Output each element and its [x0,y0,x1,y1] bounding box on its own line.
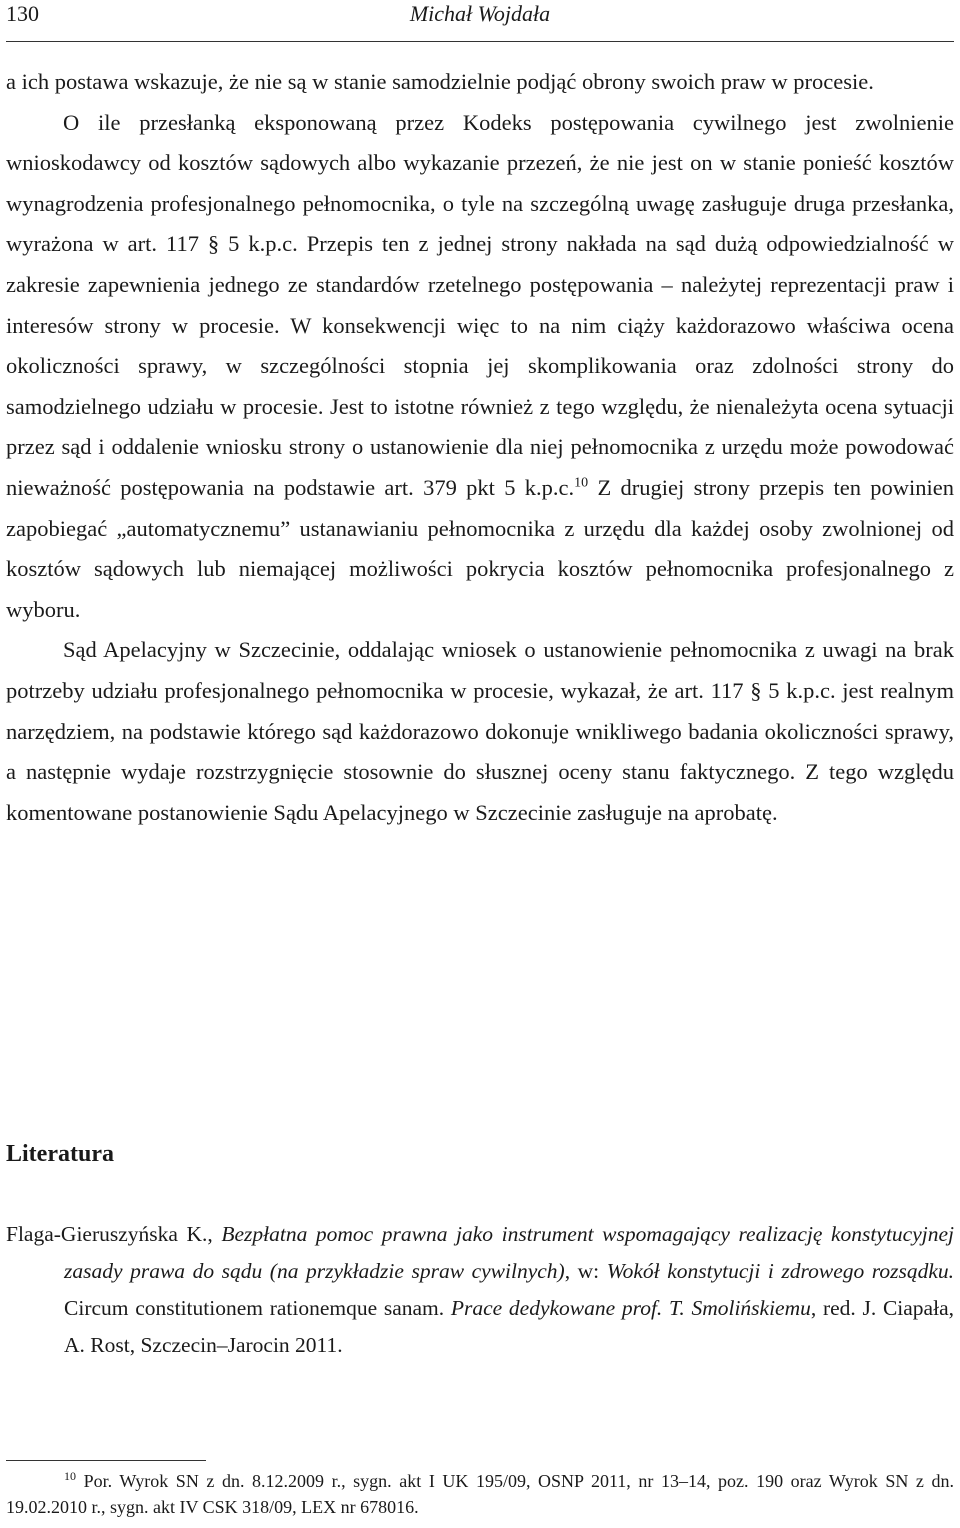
reference-item: Flaga-Gieruszyńska K., Bezpłatna pomoc prawna jako instrument wspomagający realizację konstytucyjnej zasady prawa do sądu (na przykładzie spraw cywilnych), w: Wokół konstytucji i zdrowego rozsądku. Circum constitutionem rationemque sanam. Prace dedykowane prof. T. Smolińskiemu, red. J. Ciapała, A. Rost, Szczecin–Jarocin 2011. [6,1222,954,1357]
ref-book-title: Wokół konstytucji i zdrowego rozsądku. [606,1259,954,1283]
ref-publication: , red. J. Ciapała, A. Rost, Szczecin–Jarocin 2011. [64,1296,954,1357]
footnote-ref-10[interactable]: 10 [574,475,589,491]
body-text [6,62,954,833]
page-number: 130 [6,1,39,26]
paragraph-3: Sąd Apelacyjny w Szczecinie, oddalając wniosek o ustanowienie pełnomocnika z uwagi na brak potrzeby udziału profesjonalnego pełnomocnika w procesie, wykazał, że art. 117 § 5 k.p.c. jest realnym narzędziem, na podstawie którego sąd każdorazowo dokonuje wnikliwego badania okoliczności sprawy, a następnie wydaje rozstrzygnięcie stosownie do słusznej oceny stanu faktycznego. Z tego względu komentowane postanowienie Sądu Apelacyjnego w Szczecinie zasługuje na aprobatę. [6,637,954,825]
footnote-text: Por. Wyrok SN z dn. 8.12.2009 r., sygn. akt I UK 195/09, OSNP 2011, nr 13–14, poz. 190 oraz Wyrok SN z dn. 19.02.2010 r., sygn. akt IV CSK 318/09, LEX nr 678016. [6,1471,954,1517]
reference-list [6,1216,954,1364]
header-rule [6,41,954,42]
ref-author: Flaga-Gieruszyńska K. [6,1222,208,1246]
footnote-number: 10 [64,1469,76,1483]
paragraph-1: a ich postawa wskazuje, że nie są w stanie samodzielnie podjąć obrony swoich praw w procesie. [6,69,874,94]
footnote-10 [6,1468,954,1520]
ref-title: Bezpłatna pomoc prawna jako instrument wspomagający realizację konstytucyjnej zasady prawa do sądu (na przykładzie spraw cywilnych) [64,1222,954,1283]
paragraph-2-continuation: Z drugiej strony przepis ten powinien zapobiegać „automatycznemu” ustanawianiu pełnomocnika z urzędu dla każdej osoby zwolnionej od kosztów sądowych lub niemającej możliwości pokrycia kosztów pełnomocnika profesjonalnego z wyboru. [6,474,954,622]
paragraph-2-text: O ile przesłanką eksponowaną przez Kodeks postępowania cywilnego jest zwolnienie wnioskodawcy od kosztów sądowych albo wykazanie przezeń, że nie jest on w stanie ponieść kosztów wynagrodzenia profesjonalnego pełnomocnika, o tyle na szczególną uwagę zasługuje druga przesłanka, wyrażona w art. 117 § 5 k.p.c. Przepis ten z jednej strony nakłada na sąd dużą odpowiedzialność w zakresie zapewnienia jednego ze standardów rzetelnego postępowania – należytej reprezentacji praw i interesów strony w procesie. W konsekwencji więc to na nim ciąży każdorazowo właściwa ocena okoliczności sprawy, w szczególności stopnia jej skomplikowania oraz zdolności strony do samodzielnego udziału w procesie. Jest to istotne również z tego względu, że nienależyta ocena sytuacji przez sąd i oddalenie wniosku strony o ustanowienie dla niej pełnomocnika z urzędu może powodować nieważność postępowania na podstawie art. 379 pkt 5 k.p.c. [6,109,954,500]
page-header [6,0,954,36]
footnotes [6,1468,954,1520]
paragraph-2 [6,103,954,631]
running-title: Michał Wojdała [409,1,551,26]
ref-series: Prace dedykowane prof. T. Smolińskiemu [450,1296,811,1320]
ref-book-subtitle: Circum constitutionem rationemque sanam. [64,1296,451,1320]
literature-heading: Literatura [6,1141,114,1167]
footnote-rule [6,1460,206,1461]
